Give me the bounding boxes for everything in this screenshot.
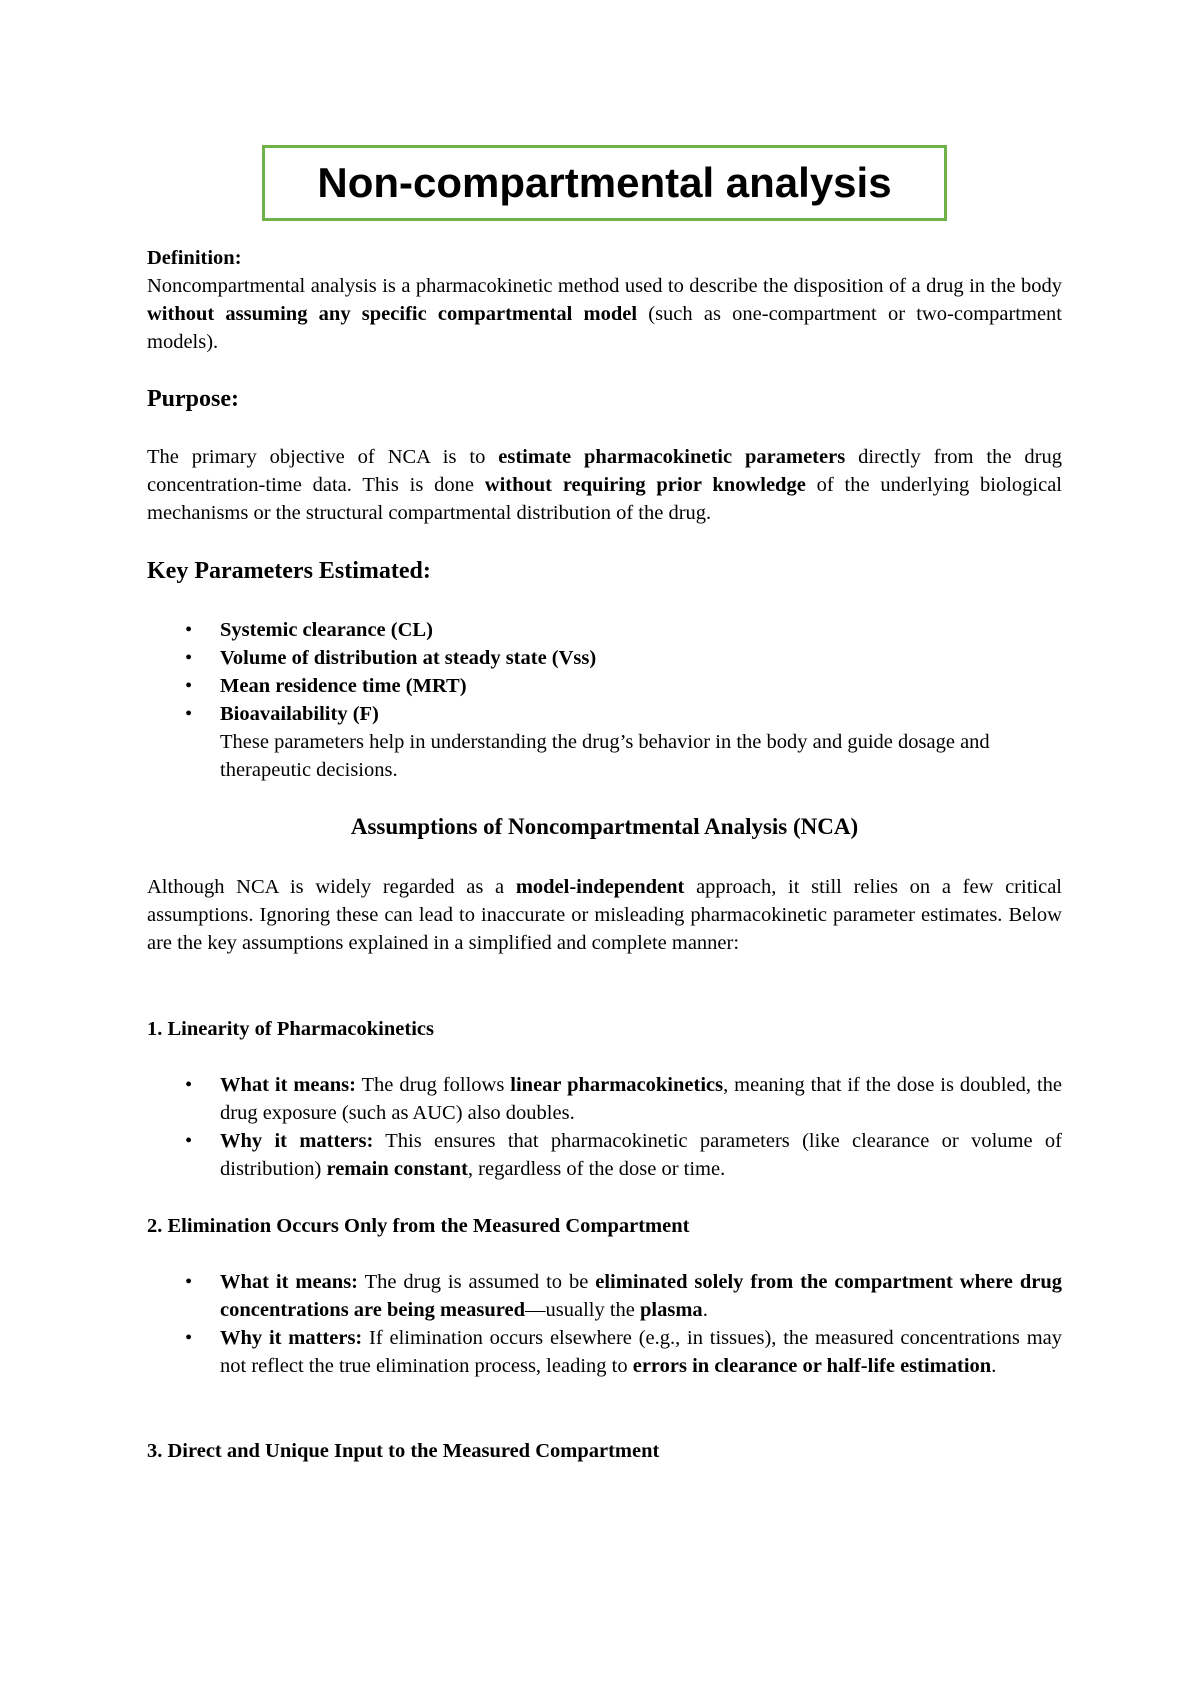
bullet-icon: • (185, 1271, 193, 1293)
bullet-icon: • (185, 703, 193, 725)
page-title: Non-compartmental analysis (262, 145, 947, 221)
bullet-icon: • (185, 675, 193, 697)
assumption-3-heading: 3. Direct and Unique Input to the Measured Compartment (147, 1440, 660, 1462)
bullet-icon: • (185, 1327, 193, 1349)
list-item: • What it means: The drug is assumed to be eliminated solely from the compartment where drug concentrations are being measured—usually the plasma. (147, 1268, 1062, 1324)
list-item: • Volume of distribution at steady state (Vss) (147, 644, 1062, 672)
key-parameters-heading: Key Parameters Estimated: (147, 558, 431, 584)
bullet-icon: • (185, 1074, 193, 1096)
list-item: • Why it matters: If elimination occurs elsewhere (e.g., in tissues), the measured concentrations may not reflect the true elimination process, leading to errors in clearance or half-life estimation. (147, 1324, 1062, 1380)
key-parameters-list (147, 616, 1062, 784)
assumption-2-list (147, 1268, 1062, 1380)
bullet-icon: • (185, 647, 193, 669)
assumption-2-heading: 2. Elimination Occurs Only from the Measured Compartment (147, 1215, 690, 1237)
assumptions-heading: Assumptions of Noncompartmental Analysis (NCA) (350, 814, 859, 839)
bullet-icon: • (185, 619, 193, 641)
bullet-icon: • (185, 1130, 193, 1152)
purpose-heading: Purpose: (147, 386, 239, 412)
purpose-paragraph: The primary objective of NCA is to estimate pharmacokinetic parameters directly from the drug concentration-time data. This is done without requiring prior knowledge of the underlying biological mechanisms or the structural compartmental distribution of the drug. (147, 446, 1063, 524)
list-item: • Mean residence time (MRT) (147, 672, 1062, 700)
assumptions-intro: Although NCA is widely regarded as a model-independent approach, it still relies on a few critical assumptions. Ignoring these can lead to inaccurate or misleading pharmacokinetic parameter estimates. Below are the key assumptions explained in a simplified and complete manner: (147, 876, 1062, 954)
list-item: • What it means: The drug follows linear pharmacokinetics, meaning that if the dose is doubled, the drug exposure (such as AUC) also doubles. (147, 1071, 1062, 1127)
key-parameters-note: These parameters help in understanding the drug’s behavior in the body and guide dosage and therapeutic decisions. (220, 731, 990, 781)
list-item: • Systemic clearance (CL) (147, 616, 1062, 644)
assumption-1-list (147, 1071, 1062, 1183)
list-item: • Bioavailability (F) These parameters help in understanding the drug’s behavior in the body and guide dosage and therapeutic decisions. (147, 700, 1062, 784)
definition-paragraph: Noncompartmental analysis is a pharmacokinetic method used to describe the disposition of a drug in the body without assuming any specific compartmental model (such as one-compartment or two-compartment models). (147, 275, 1062, 353)
assumption-1-heading: 1. Linearity of Pharmacokinetics (147, 1018, 434, 1040)
list-item: • Why it matters: This ensures that pharmacokinetic parameters (like clearance or volume of distribution) remain constant, regardless of the dose or time. (147, 1127, 1062, 1183)
definition-heading: Definition: (147, 247, 242, 269)
